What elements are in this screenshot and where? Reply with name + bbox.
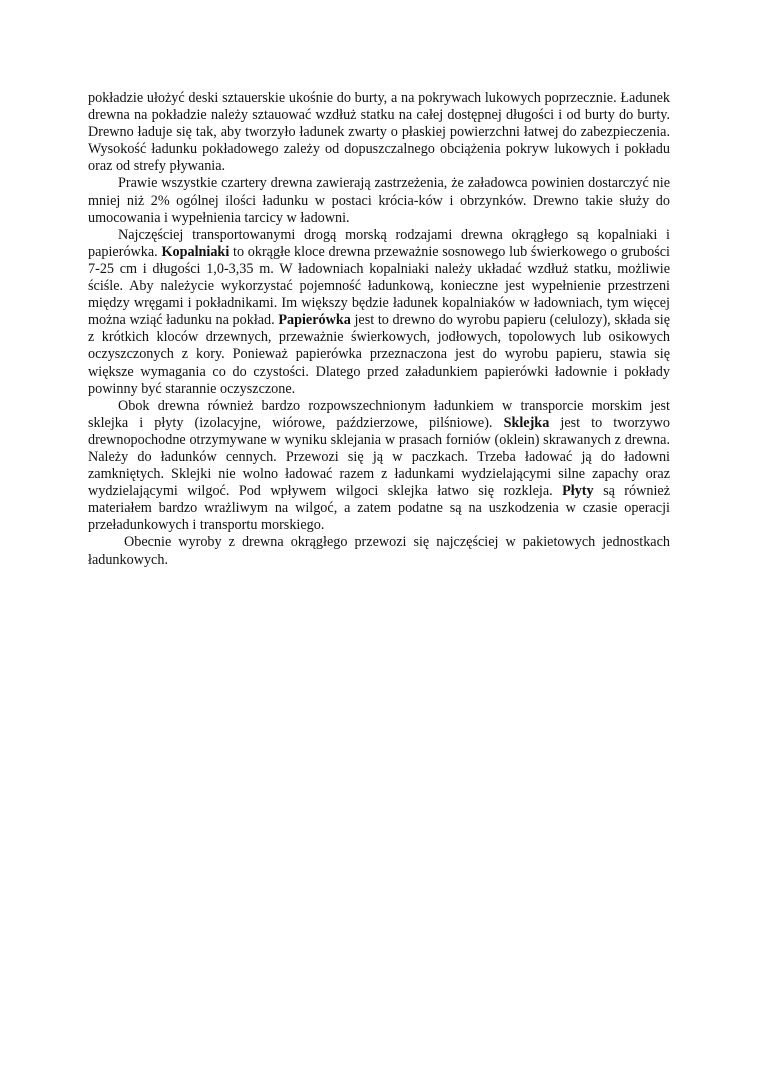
- text-run: Najczęściej transportowanymi drogą morską rodzajami drewna okrągłego są kopalniaki i papierówka.: [88, 226, 670, 260]
- paragraph-3: [88, 227, 670, 398]
- text-run: jest to drewno do wyrobu papieru (celulozy), składa się z krótkich kloców drzewnych, przeważnie świerkowych, jodłowych, topolowych lub osikowych oczyszczonych z kory. Ponieważ papierówka przeznaczona jest do wyrobu papieru, stawia się większe wymagania co do czystości. Dlatego przed załadunkiem papierówki ładownie i pokłady powinny być starannie oczyszczone.: [88, 312, 671, 397]
- bold-term-kopalniaki: Kopalniaki: [161, 243, 230, 260]
- document-page: [88, 90, 670, 569]
- paragraph-4: [88, 398, 670, 535]
- paragraph-2: [88, 175, 670, 226]
- text-run: Obecnie wyroby z drewna okrągłego przewozi się najczęściej w pakietowych jednostkach ładunkowych.: [88, 534, 670, 568]
- bold-term-plyty: Płyty: [562, 483, 594, 500]
- paragraph-1: [88, 90, 670, 175]
- text-run: są również materiałem bardzo wrażliwym na wilgoć, a zatem podatne są na uszkodzenia w czasie operacji przeładunkowych i transportu morskiego.: [88, 483, 671, 534]
- paragraph-5: [88, 534, 670, 568]
- text-run: Prawie wszystkie czartery drewna zawierają zastrzeżenia, że załadowca powinien dostarczyć nie mniej niż 2% ogólnej ilości ładunku w postaci krócia-ków i obrzynków. Drewno takie służy do umocowania i wypełnienia tarcicy w ładowni.: [88, 175, 670, 226]
- text-run: jest to tworzywo drewnopochodne otrzymywane w wyniku sklejania w prasach forniów (oklein) skrawanych z drewna. Należy do ładunków cennych. Przewozi się ją w paczkach. Trzeba ładować ją do ładowni zamkniętych. Sklejki nie wolno ładować razem z ładunkami wydzielającymi silne zapachy oraz wydzielającymi wilgoć. Pod wpływem wilgoci sklejka łatwo się rozkleja.: [88, 414, 671, 500]
- text-run: Obok drewna również bardzo rozpowszechnionym ładunkiem w transporcie morskim jest sklejka i płyty (izolacyjne, wiórowe, paździerzowe, pilśniowe).: [88, 397, 670, 431]
- text-run: pokładzie ułożyć deski sztauerskie ukośnie do burty, a na pokrywach lukowych poprzecznie. Ładunek drewna na pokładzie należy sztauować wzdłuż statku na całej dostępnej długości i od burty do burty. Drewno ładuje się tak, aby tworzyło ładunek zwarty o płaskiej powierzchni łatwej do zabezpieczenia. Wysokość ładunku pokładowego zależy od dopuszczalnego obciążenia pokryw lukowych i pokładu oraz od strefy pływania.: [88, 90, 670, 175]
- bold-term-papierowka: Papierówka: [278, 312, 351, 329]
- text-run: to okrągłe kloce drewna przeważnie sosnowego lub świerkowego o grubości 7-25 cm i długości 1,0-3,35 m. W ładowniach kopalniaki należy układać wzdłuż statku, możliwie ściśle. Aby należycie wykorzystać pojemność ładunkową, konieczne jest wypełnienie przestrzeni między wręgami i pokładnikami. Im większy będzie ładunek kopalniaków w ładowniach, tym więcej można wziąć ładunku na pokład.: [88, 243, 670, 329]
- bold-term-sklejka: Sklejka: [503, 414, 550, 431]
